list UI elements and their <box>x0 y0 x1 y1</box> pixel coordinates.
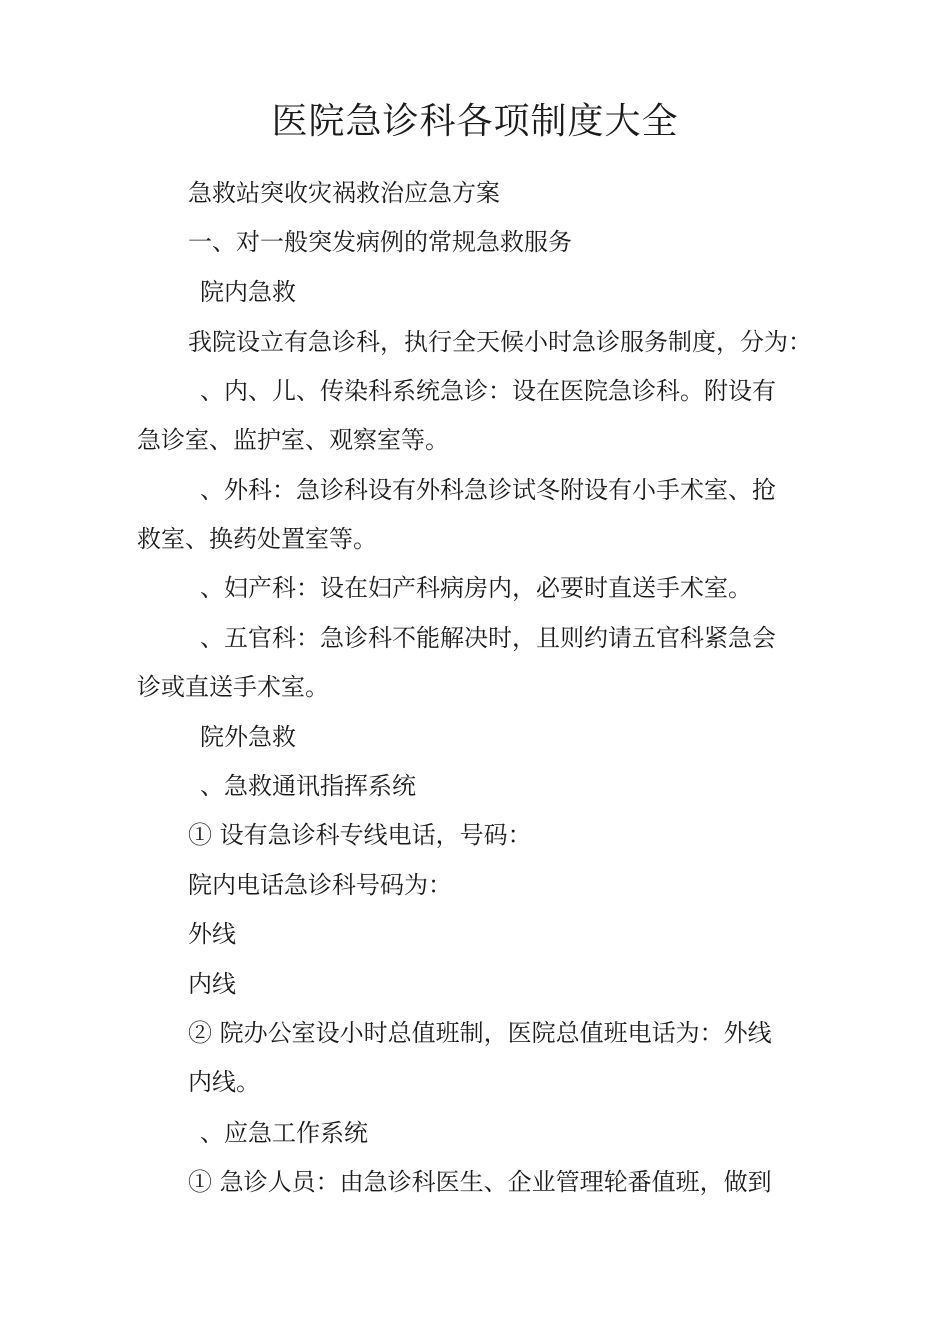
list-item-ent-cont: 诊或直送手术室。 <box>137 673 329 701</box>
subheading-out-hospital: 院外急救 <box>200 723 296 751</box>
list-item-surgery-cont: 救室、换药处置室等。 <box>137 525 377 553</box>
section-heading-1: 一、对一般突发病例的常规急救服务 <box>188 228 572 256</box>
list-item-obstetrics: 、妇产科：设在妇产科病房内，必要时直送手术室。 <box>200 574 752 602</box>
list-item-surgery: 、外科：急诊科设有外科急诊试冬附设有小手术室、抢 <box>200 476 776 504</box>
list-item-hotline: ① 设有急诊科专线电话，号码： <box>188 821 532 849</box>
paragraph-line: 内线 <box>188 970 236 998</box>
list-item-communication: 、急救通讯指挥系统 <box>200 772 416 800</box>
paragraph-line: 外线 <box>188 920 236 948</box>
list-item-ent: 、五官科：急诊科不能解决时，且则约请五官科紧急会 <box>200 624 776 652</box>
paragraph-line: 我院设立有急诊科，执行全天候小时急诊服务制度，分为： <box>188 328 812 356</box>
list-item-internal: 、内、儿、传染科系统急诊：设在医院急诊科。附设有 <box>200 377 776 405</box>
list-item-response-system: 、应急工作系统 <box>200 1119 368 1147</box>
document-title: 医院急诊科各项制度大全 <box>271 101 679 142</box>
list-item-duty: ② 院办公室设小时总值班制，医院总值班电话为：外线 <box>188 1019 772 1047</box>
list-item-internal-cont: 急诊室、监护室、观察室等。 <box>137 426 449 454</box>
paragraph-line: 内线。 <box>188 1068 260 1096</box>
heading-emergency-plan: 急救站突收灾祸救治应急方案 <box>188 179 500 207</box>
paragraph-line: 院内电话急诊科号码为： <box>188 871 452 899</box>
list-item-staff: ① 急诊人员：由急诊科医生、企业管理轮番值班，做到 <box>188 1168 772 1196</box>
subheading-in-hospital: 院内急救 <box>200 278 296 306</box>
